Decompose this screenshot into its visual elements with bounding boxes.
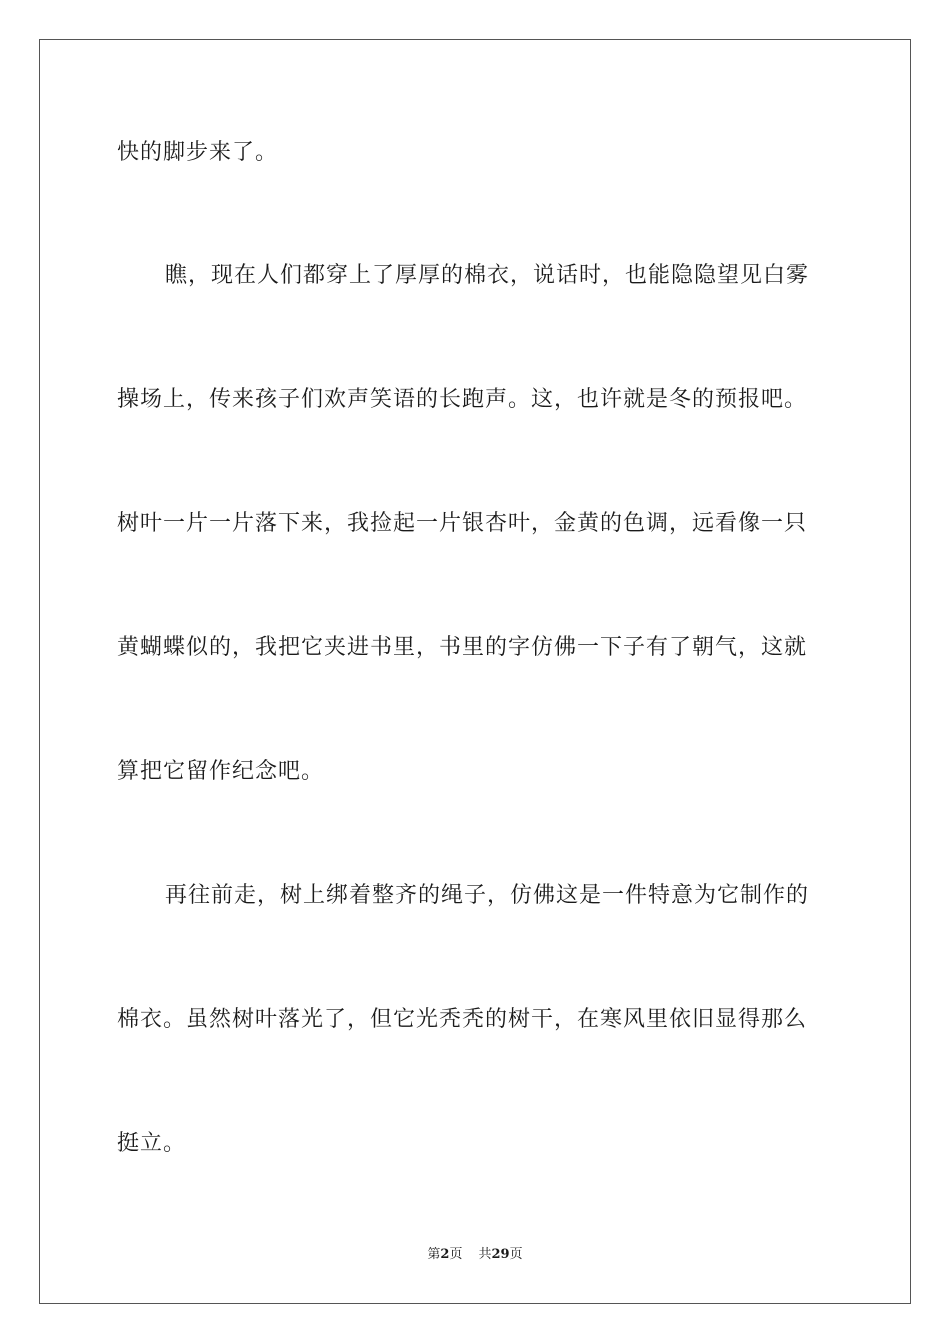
- page-border: [39, 39, 911, 1304]
- text-line-4: 树叶一片一片落下来，我捡起一片银杏叶，金黄的色调，远看像一只: [117, 511, 808, 536]
- text-line-9: 挺立。: [117, 1131, 187, 1156]
- total-pages: 29: [491, 1247, 510, 1262]
- total-prefix: 共: [478, 1247, 492, 1262]
- total-suffix: 页: [509, 1247, 523, 1262]
- page-suffix: 页: [449, 1247, 463, 1262]
- text-line-6: 算把它留作纪念吧。: [117, 759, 325, 784]
- page-number: 2: [440, 1247, 450, 1262]
- text-line-1: 快的脚步来了。: [117, 140, 279, 165]
- page-prefix: 第: [427, 1247, 441, 1262]
- text-line-8: 棉衣。虽然树叶落光了，但它光秃秃的树干，在寒风里依旧显得那么: [117, 1007, 808, 1032]
- text-line-2: 瞧，现在人们都穿上了厚厚的棉衣，说话时，也能隐隐望见白雾: [165, 263, 810, 288]
- text-line-7: 再往前走，树上绑着整齐的绳子，仿佛这是一件特意为它制作的: [165, 883, 810, 908]
- text-line-3: 操场上，传来孩子们欢声笑语的长跑声。这，也许就是冬的预报吧。: [117, 387, 808, 412]
- text-line-5: 黄蝴蝶似的，我把它夹进书里，书里的字仿佛一下子有了朝气，这就: [117, 635, 808, 660]
- page-footer: [0, 1246, 950, 1264]
